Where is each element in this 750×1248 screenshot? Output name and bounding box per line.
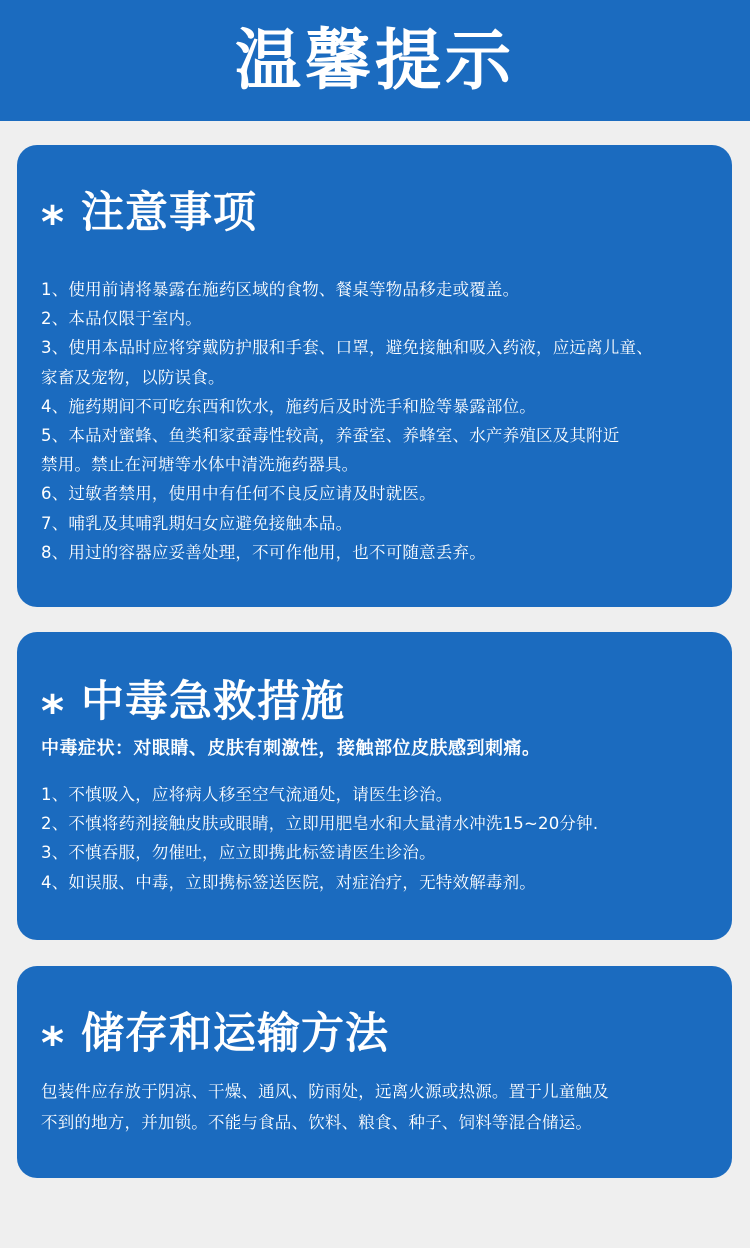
storage-text — [41, 1077, 708, 1138]
precaution-line: 5、本品对蜜蜂、鱼类和家蚕毒性较高，养蚕室、养蜂室、水产养殖区及其附近 — [41, 426, 620, 446]
precaution-line: 1、使用前请将暴露在施药区域的食物、餐桌等物品移走或覆盖。 — [41, 280, 520, 299]
precautions-heading — [41, 187, 257, 248]
precaution-line: 7、哺乳及其哺乳期妇女应避免接触本品。 — [41, 513, 353, 533]
storage-line: 不到的地方，并加锁。不能与食品、饮料、粮食、种子、饲料等混合储运。 — [41, 1112, 593, 1132]
first-aid-heading — [41, 676, 345, 737]
storage-heading — [41, 1008, 389, 1069]
precautions-list — [41, 275, 712, 567]
precaution-line: 6、过敏者禁用，使用中有任何不良反应请及时就医。 — [41, 484, 436, 504]
storage-line: 包装件应存放于阴凉、干燥、通风、防雨处，远离火源或热源。置于儿童触及 — [41, 1082, 609, 1101]
page-title: 温馨提示 — [235, 21, 515, 99]
precautions-title: 注意事项 — [81, 187, 257, 238]
first-aid-card — [17, 632, 732, 940]
first-aid-line: 1、不慎吸入，应将病人移至空气流通处，请医生诊治。 — [41, 785, 453, 804]
poisoning-symptoms: 中毒症状：对眼睛、皮肤有刺激性，接触部位皮肤感到刺痛。 — [41, 738, 541, 759]
asterisk-icon: * — [41, 197, 66, 248]
precaution-line: 家畜及宠物，以防误食。 — [41, 367, 225, 387]
precaution-line: 禁用。禁止在河塘等水体中清洗施药器具。 — [41, 455, 359, 475]
storage-card — [17, 966, 732, 1178]
precaution-line: 2、本品仅限于室内。 — [41, 309, 202, 329]
first-aid-line: 2、不慎将药剂接触皮肤或眼睛，立即用肥皂水和大量清水冲洗15~20分钟. — [41, 814, 599, 834]
asterisk-icon: * — [41, 686, 66, 737]
first-aid-title: 中毒急救措施 — [81, 676, 345, 727]
storage-title: 储存和运输方法 — [81, 1008, 389, 1059]
precaution-line: 8、用过的容器应妥善处理，不可作他用，也不可随意丢弃。 — [41, 542, 486, 562]
precautions-card — [17, 145, 732, 607]
top-banner — [0, 0, 750, 121]
precaution-line: 4、施药期间不可吃东西和饮水，施药后及时洗手和脸等暴露部位。 — [41, 396, 536, 416]
asterisk-icon: * — [41, 1018, 66, 1069]
precaution-line: 3、使用本品时应将穿戴防护服和手套、口罩，避免接触和吸入药液，应远离儿童、 — [41, 338, 653, 358]
first-aid-line: 3、不慎吞服，勿催吐，应立即携此标签请医生诊治。 — [41, 843, 436, 863]
first-aid-line: 4、如误服、中毒，立即携标签送医院，对症治疗，无特效解毒剂。 — [41, 872, 536, 892]
first-aid-list — [41, 780, 712, 897]
